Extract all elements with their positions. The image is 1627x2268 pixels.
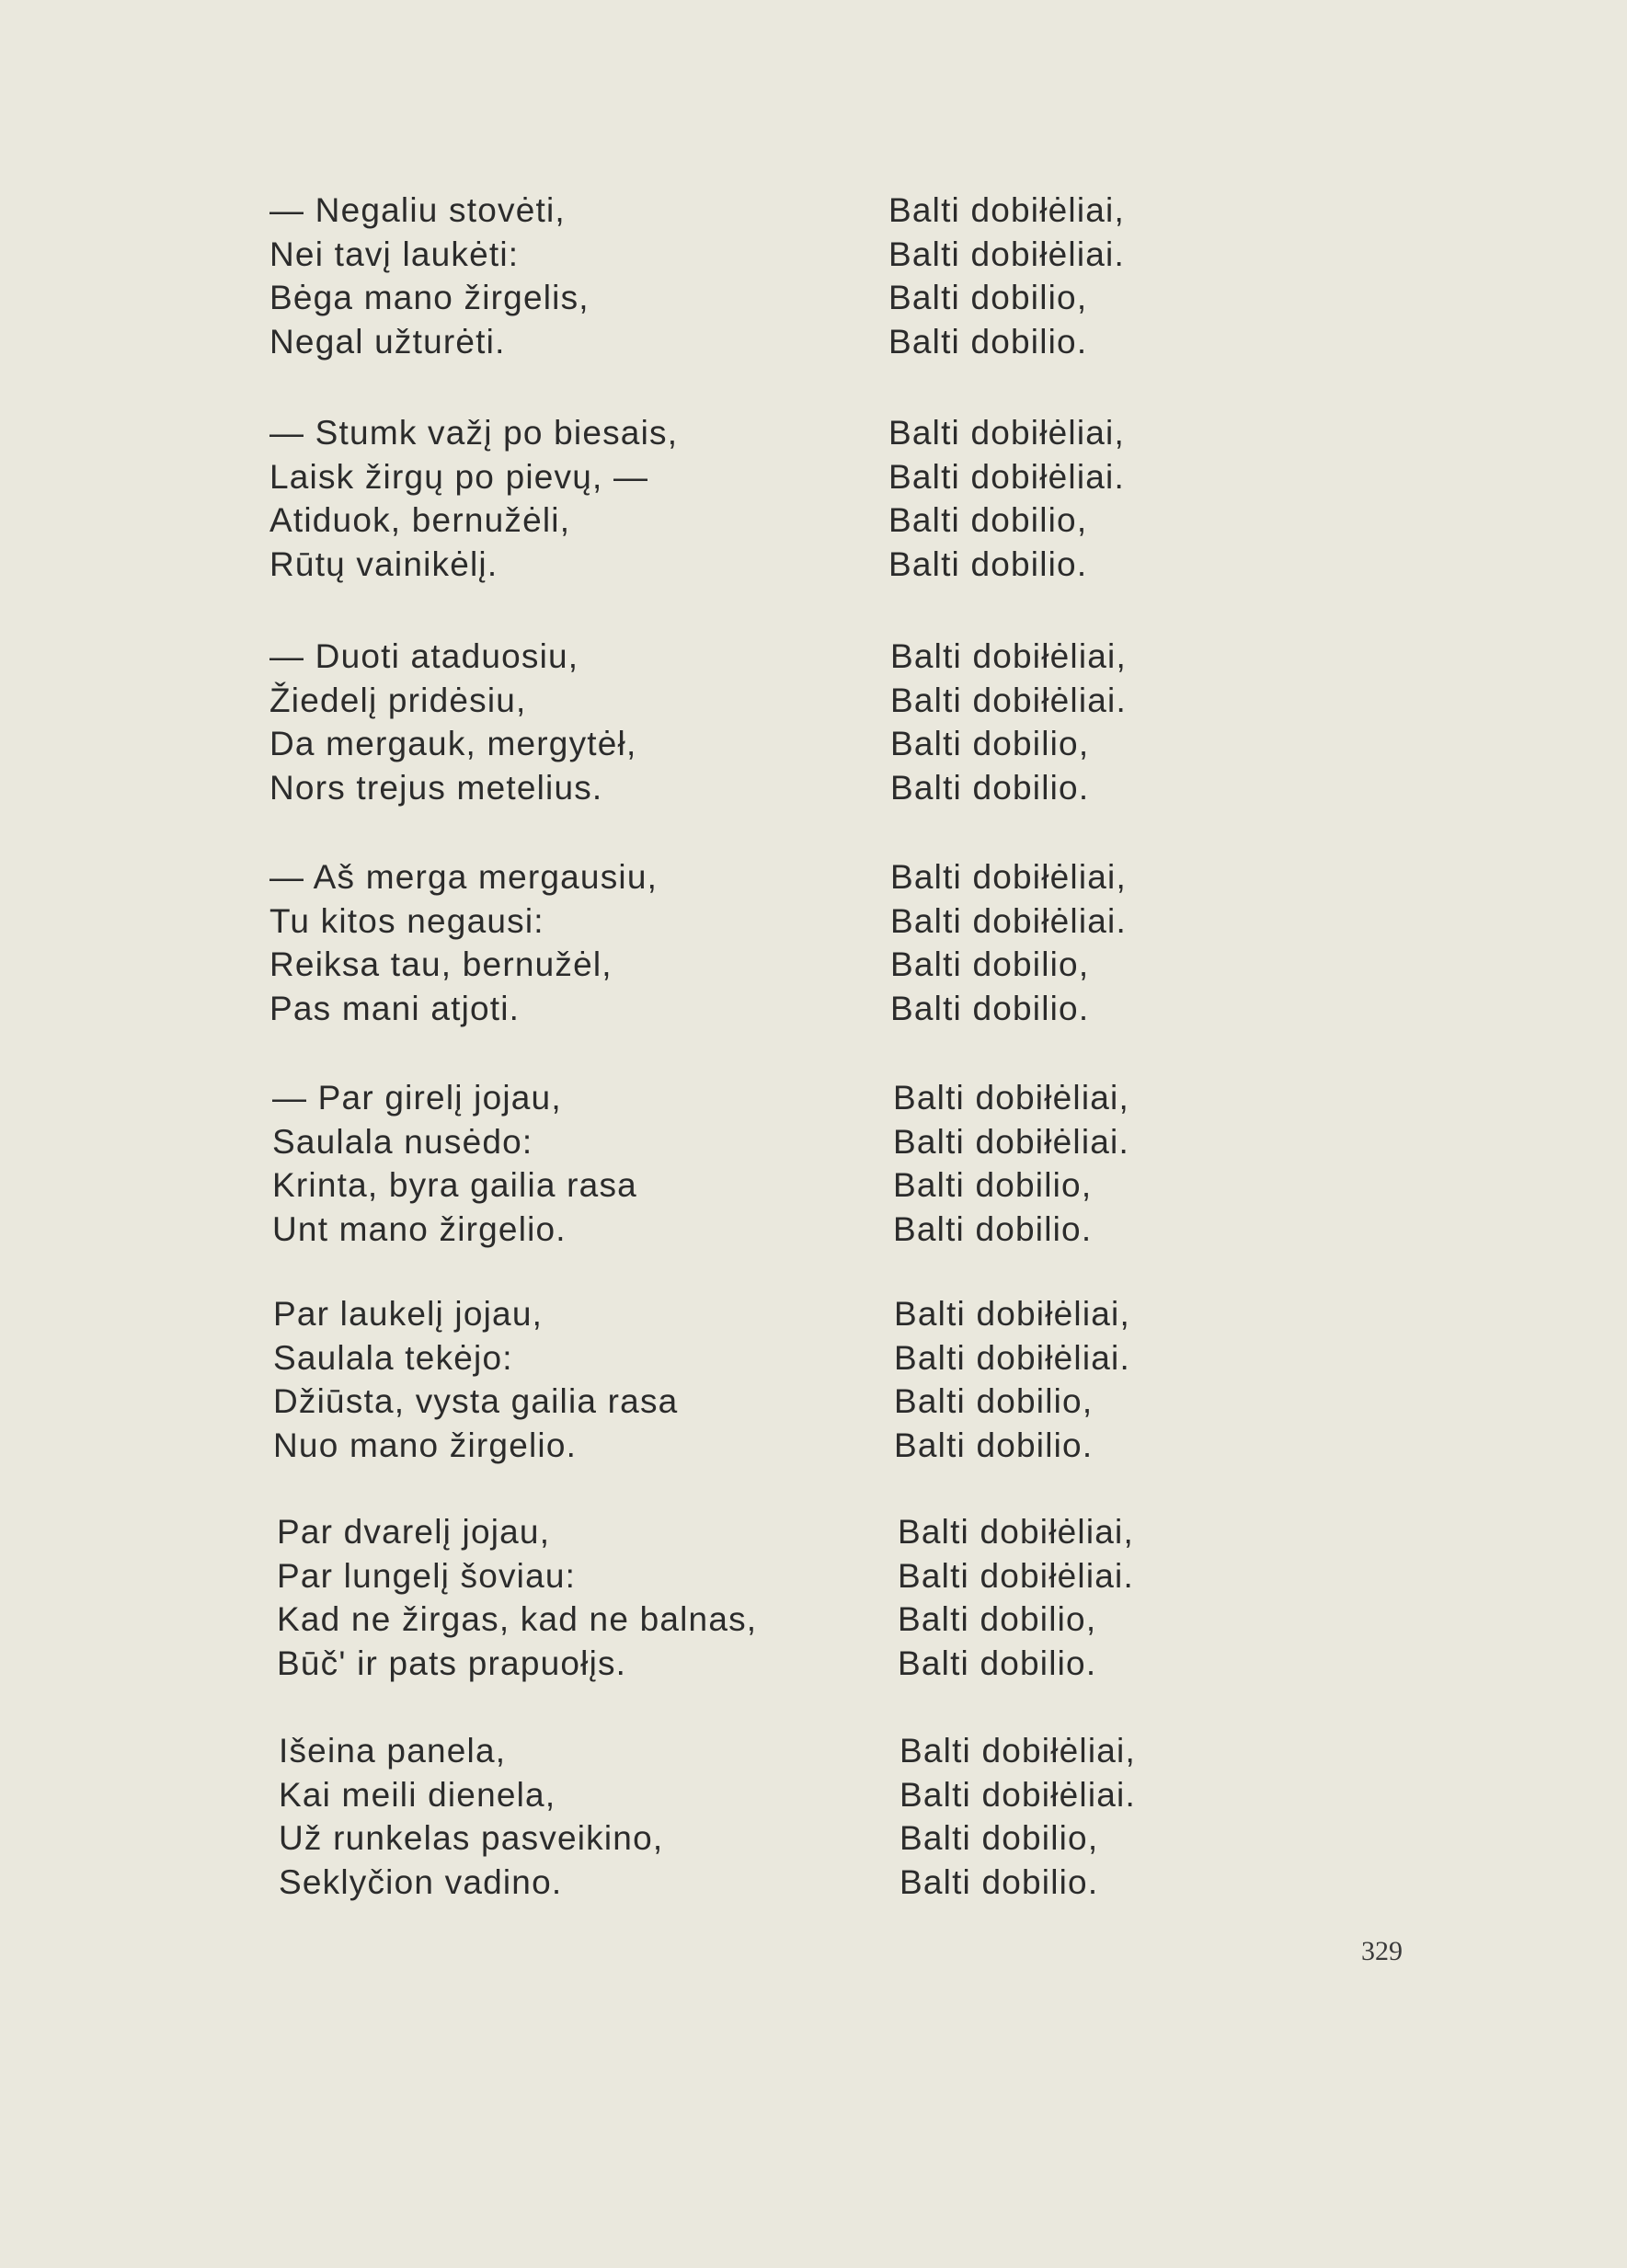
verse-line: Saulala tekėjo: — [273, 1338, 513, 1377]
refrain-line: Balti dobiłėliai. — [893, 1122, 1129, 1161]
refrain-line: Balti dobiłėliai, — [888, 414, 1125, 452]
refrain-line: Balti dobilio. — [888, 322, 1088, 361]
verse-line: Nuo mano žirgelio. — [273, 1426, 578, 1464]
verse-line: Būč' ir pats prapuołįs. — [277, 1644, 627, 1682]
verse-line: Kai meili dienela, — [279, 1775, 556, 1814]
refrain-line: Balti dobiłėliai. — [899, 1775, 1136, 1814]
refrain-line: Balti dobilio. — [898, 1644, 1097, 1682]
refrain-line: Balti dobiłėliai. — [888, 235, 1125, 273]
verse-line: Atiduok, bernužėli, — [269, 501, 571, 539]
refrain-line: Balti dobiłėliai, — [890, 637, 1127, 675]
verse-line: — Aš merga mergausiu, — [269, 858, 659, 896]
refrain-line: Balti dobiłėliai. — [888, 457, 1125, 496]
verse-line: Unt mano žirgelio. — [272, 1209, 567, 1248]
verse-line: Už runkelas pasveikino, — [279, 1819, 664, 1857]
verse-line: — Negaliu stovėti, — [269, 191, 566, 229]
verse-line: — Stumk važį po biesais, — [269, 414, 679, 452]
verse-line: Seklyčion vadino. — [279, 1862, 563, 1901]
verse-line: Par dvarelį jojau, — [277, 1513, 551, 1551]
verse-line: Par laukelį jojau, — [273, 1295, 544, 1333]
refrain-line: Balti dobilio, — [893, 1166, 1093, 1204]
refrain-line: Balti dobiłėliai, — [899, 1732, 1136, 1770]
refrain-line: Balti dobilio. — [893, 1209, 1093, 1248]
verse-line: Negal užturėti. — [269, 322, 506, 361]
verse-line: Saulala nusėdo: — [272, 1122, 533, 1161]
refrain-line: Balti dobiłėliai. — [890, 901, 1127, 940]
verse-line: Bėga mano žirgelis, — [269, 279, 590, 316]
verse-line: Kad ne žirgas, kad ne balnas, — [277, 1600, 758, 1638]
refrain-line: Balti dobilio. — [894, 1426, 1094, 1464]
verse-line: Išeina panela, — [279, 1732, 507, 1770]
refrain-line: Balti dobilio, — [898, 1600, 1097, 1638]
verse-line: — Par girelį jojau, — [272, 1079, 562, 1117]
verse-line: — Duoti ataduosiu, — [269, 637, 579, 675]
refrain-line: Balti dobilio, — [888, 501, 1088, 539]
verse-line: Laisk žirgų po pievų, — — [269, 457, 649, 496]
refrain-line: Balti dobilio. — [899, 1862, 1099, 1901]
verse-line: Nors trejus metelius. — [269, 768, 603, 807]
refrain-line: Balti dobilio, — [899, 1819, 1099, 1857]
refrain-line: Balti dobiłėliai, — [893, 1079, 1129, 1117]
refrain-line: Balti dobilio, — [894, 1382, 1094, 1420]
refrain-line: Balti dobiłėliai. — [898, 1556, 1134, 1595]
refrain-line: Balti dobilio. — [890, 768, 1090, 807]
verse-line: Nei tavį laukėti: — [269, 235, 520, 273]
refrain-line: Balti dobilio. — [888, 544, 1088, 583]
verse-line: Tu kitos negausi: — [269, 901, 544, 940]
verse-line: Reiksa tau, bernužėl, — [269, 945, 613, 983]
refrain-line: Balti dobiłėliai, — [898, 1513, 1134, 1551]
verse-line: Džiūsta, vysta gailia rasa — [273, 1382, 679, 1420]
verse-line: Par lungelį šoviau: — [277, 1556, 577, 1595]
page-number: 329 — [1361, 1936, 1403, 1966]
refrain-line: Balti dobiłėliai, — [888, 191, 1125, 229]
refrain-line: Balti dobiłėliai. — [894, 1338, 1130, 1377]
verse-line: Krinta, byra gailia rasa — [272, 1166, 637, 1204]
refrain-line: Balti dobiłėliai, — [890, 858, 1127, 896]
refrain-line: Balti dobilio, — [890, 725, 1090, 762]
refrain-line: Balti dobiłėliai, — [894, 1295, 1130, 1333]
refrain-line: Balti dobilio. — [890, 989, 1090, 1027]
verse-line: Da mergauk, mergytėł, — [269, 725, 637, 762]
refrain-line: Balti dobiłėliai. — [890, 681, 1127, 719]
verse-line: Rūtų vainikėlį. — [269, 544, 498, 583]
verse-line: Pas mani atjoti. — [269, 989, 521, 1027]
verse-line: Žiedelį pridėsiu, — [269, 681, 527, 719]
refrain-line: Balti dobilio, — [888, 279, 1088, 316]
refrain-line: Balti dobilio, — [890, 945, 1090, 983]
